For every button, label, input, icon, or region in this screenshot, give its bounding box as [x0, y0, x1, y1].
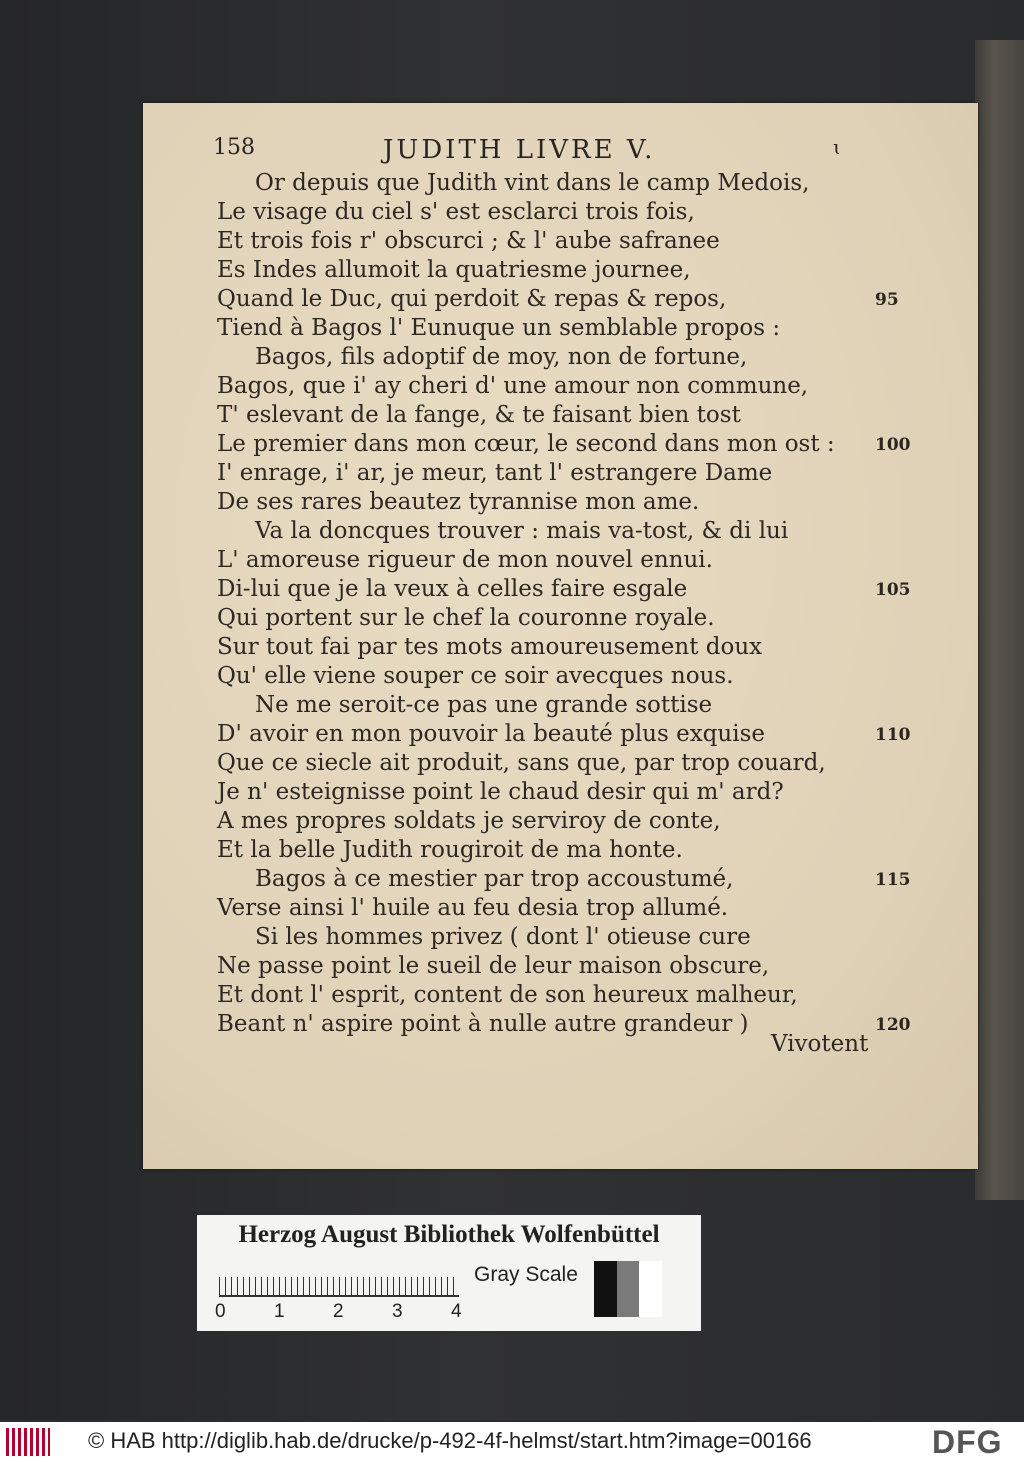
verse-line: Beant n' aspire point à nulle autre grandeur ): [217, 1011, 749, 1037]
verse-line: I' enrage, i' ar, je meur, tant l' estrangere Dame: [217, 460, 773, 486]
verse-line: L' amoreuse rigueur de mon nouvel ennui.: [217, 547, 713, 573]
verse-line: Bagos, que i' ay cheri d' une amour non commune,: [217, 373, 809, 399]
verse-line: Va la doncques trouver : mais va-tost, & di lui: [255, 518, 789, 544]
verse-line: Bagos à ce mestier par trop accoustumé,: [255, 866, 734, 892]
verse-line: Et la belle Judith rougiroit de ma honte.: [217, 837, 683, 863]
verse-line: Verse ainsi l' huile au feu desia trop allumé.: [217, 895, 729, 921]
verse-line: Qu' elle viene souper ce soir avecques nous.: [217, 663, 734, 689]
verse-line: Di-lui que je la veux à celles faire esgale: [217, 576, 688, 602]
color-reference-card: [197, 1215, 701, 1331]
verse-line: A mes propres soldats je serviroy de conte,: [217, 808, 721, 834]
page-header: [213, 135, 853, 169]
dfg-logo: DFG: [932, 1424, 1003, 1460]
page-number: 158: [213, 135, 255, 160]
ruler-label: 1: [274, 1301, 285, 1322]
line-number: 100: [875, 435, 911, 455]
gray-swatch: [639, 1261, 662, 1317]
verse-line: D' avoir en mon pouvoir la beauté plus exquise: [217, 721, 765, 747]
verse-line: Or depuis que Judith vint dans le camp Medois,: [255, 170, 810, 196]
ruler-label: 2: [333, 1301, 344, 1322]
ruler-labels: [215, 1301, 475, 1325]
library-name: Herzog August Bibliothek Wolfenbüttel: [238, 1221, 660, 1248]
verse-line: Et trois fois r' obscurci ; & l' aube safranee: [217, 228, 720, 254]
verse-line: Bagos, fils adoptif de moy, non de fortune,: [255, 344, 748, 370]
catchword: Vivotent: [771, 1031, 869, 1057]
verse-line: Tiend à Bagos l' Eunuque un semblable propos :: [217, 315, 781, 341]
verse-line: Qui portent sur le chef la couronne royale.: [217, 605, 715, 631]
verse-line: T' eslevant de la fange, & te faisant bien tost: [217, 402, 741, 428]
corner-mark: ɩ: [833, 135, 841, 159]
verse-line: Quand le Duc, qui perdoit & repas & repos,: [217, 286, 727, 312]
line-number: 95: [875, 290, 899, 310]
ruler-label: 4: [451, 1301, 462, 1322]
hab-logo-icon: [6, 1428, 50, 1456]
verse-line: Es Indes allumoit la quatriesme journee,: [217, 257, 691, 283]
verse-line: Je n' esteignisse point le chaud desir qui m' ard?: [217, 779, 784, 805]
line-number: 120: [875, 1015, 911, 1035]
facing-page-edge: [975, 40, 1024, 1200]
scale-ruler: [219, 1265, 459, 1297]
line-number: 105: [875, 580, 911, 600]
line-number: 110: [875, 725, 911, 745]
verse-line: Ne me seroit-ce pas une grande sottise: [255, 692, 713, 718]
verse-line: Le premier dans mon cœur, le second dans mon ost :: [217, 431, 835, 457]
gray-swatch: [617, 1261, 640, 1317]
verse-line: Ne passe point le sueil de leur maison obscure,: [217, 953, 770, 979]
verse-line: Que ce siecle ait produit, sans que, par trop couard,: [217, 750, 826, 776]
verse-line: Sur tout fai par tes mots amoureusement doux: [217, 634, 763, 660]
source-url[interactable]: © HAB http://diglib.hab.de/drucke/p-492-4f-helmst/start.htm?image=00166: [88, 1428, 812, 1453]
ruler-label: 3: [392, 1301, 403, 1322]
gray-scale-swatches: [594, 1261, 662, 1317]
book-page: [143, 103, 978, 1169]
verse-line: Et dont l' esprit, content de son heureux malheur,: [217, 982, 798, 1008]
ruler-label: 0: [215, 1301, 226, 1322]
verse-line: De ses rares beautez tyrannise mon ame.: [217, 489, 700, 515]
verse-line: Si les hommes privez ( dont l' otieuse cure: [255, 924, 751, 950]
verse-block: [217, 169, 835, 1039]
gray-scale-label: Gray Scale: [474, 1263, 578, 1286]
verse-line: Le visage du ciel s' est esclarci trois fois,: [217, 199, 695, 225]
running-title: JUDITH LIVRE V.: [383, 135, 656, 165]
line-number: 115: [875, 870, 911, 890]
viewer-footer: [0, 1422, 1024, 1462]
gray-swatch: [594, 1261, 617, 1317]
